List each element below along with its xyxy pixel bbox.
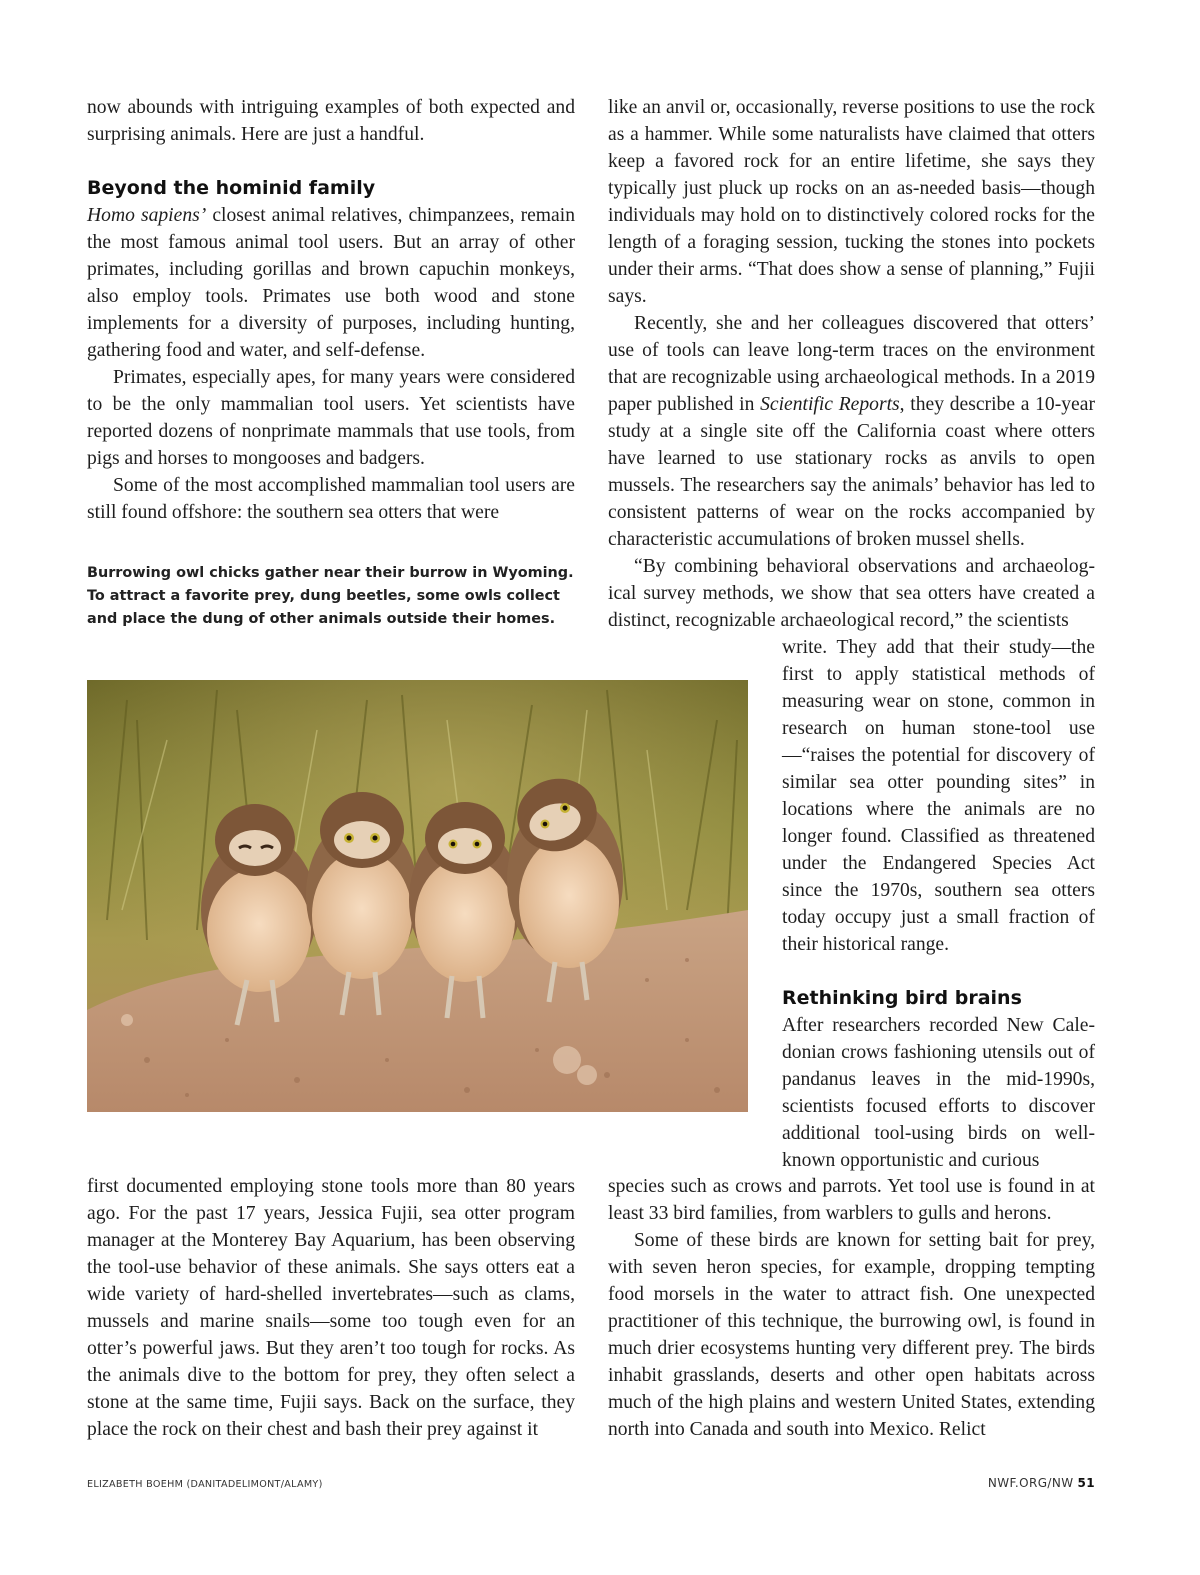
right-column-bottom: [608, 1173, 1095, 1443]
left-column-top: [87, 94, 575, 526]
body-paragraph: first documented employing stone tools more than 80 years ago. For the past 17 years, Jessica Fujii, sea otter program manager at the Monterey Bay Aquarium, has been observing the tool-use behavior of these animals. She says otters eat a wide variety of hard-shelled invertebrates—such as clams, mussels and marine snails—some too tough even for an otter’s powerful jaws. But they aren’t too tough for rocks. As the animals dive to the bottom for prey, they often select a stone at the same time, Fujii says. Back on the surface, they place the rock on their chest and bash their prey against it: [87, 1176, 575, 1440]
right-column-top: [608, 94, 1095, 634]
page-number: 51: [1077, 1476, 1095, 1490]
italic-text: Scientific Reports: [760, 394, 900, 415]
body-text: , they describe a 10-year study at a single site off the California coast where otters have learned to use stationary rocks as anvils to open mussels. The researchers say the animals’ behavior has led to consistent patterns of wear on the rocks accompanied by characteristic accumulations of broken mussel shells.: [608, 394, 1095, 550]
body-paragraph: Primates, especially apes, for many years were considered to be the only mammalian tool users. Yet scientists have reported dozens of nonprimate mammals that use tools, from pigs and horses to mongooses and badgers.: [87, 367, 575, 469]
photo-caption: Burrowing owl chicks gather near their burrow in Wyoming. To attract a favorite prey, dung beetles, some owls collect and place the dung of other animals outside their homes.: [87, 565, 574, 627]
body-paragraph: species such as crows and parrots. Yet tool use is found in at least 33 bird families, from warblers to gulls and herons.: [608, 1176, 1095, 1224]
right-column-narrow: [782, 634, 1095, 1174]
italic-text: Homo sapiens’: [87, 205, 207, 226]
body-paragraph: After researchers recorded New Caledonian crows fashioning utensils out of pandanus leaves in the mid-1990s, scientists focused efforts to discover additional tool-using birds on well-known opportunistic and curious: [782, 1015, 1095, 1171]
body-paragraph: “By combining behavioral observations and archaeological survey methods, we show that sea otters have created a distinct, recognizable archaeological record,” the scientists: [608, 556, 1095, 631]
section-heading: Beyond the hominid family: [87, 177, 376, 199]
body-paragraph: write. They add that their study—the first to apply statistical methods of measuring wear on stone, common in research on human stone-tool use—“raises the potential for discovery of similar sea otter pounding sites” in locations where the animals are no longer found. Classified as threatened under the Endangered Species Act since the 1970s, southern sea otters today occupy just a small fraction of their historical range.: [782, 637, 1095, 955]
body-paragraph: [608, 310, 1095, 553]
body-paragraph: Some of these birds are known for setting bait for prey, with seven heron species, for example, dropping tempting food morsels in the water to attract fish. One unexpected practitioner of this technique, the burrowing owl, is found in much drier ecosystems hunting very different prey. The birds inhabit grasslands, deserts and other open habitats across much of the high plains and western United States, extending north into Canada and south into Mexico. Relict: [608, 1230, 1095, 1440]
body-paragraph: [87, 202, 575, 364]
section-heading: Rethinking bird brains: [782, 987, 1022, 1009]
burrowing-owl-photo: [87, 680, 748, 1112]
body-text: closest animal relatives, chimpanzees, remain the most famous animal tool users. But an array of other primates, including gorillas and brown capuchin monkeys, also employ tools. Primates use both wood and stone implements for a diversity of purposes, including hunting, gathering food and water, and self-defense.: [87, 205, 575, 361]
body-paragraph: now abounds with intriguing examples of both expected and surprising animals. Here are just a handful.: [87, 97, 575, 145]
site-url: NWF.ORG/NW: [987, 1476, 1074, 1490]
photo-credit: ELIZABETH BOEHM (DANITADELIMONT/ALAMY): [87, 1479, 323, 1490]
body-paragraph: like an anvil or, occasionally, reverse positions to use the rock as a hammer. While some naturalists have claimed that otters keep a favored rock for an entire lifetime, she says they typically just pluck up rocks on an as-needed basis—though individuals may hold on to distinctively colored rocks for the length of a foraging session, tucking the stones into pockets under their arms. “That does show a sense of planning,” Fujii says.: [608, 97, 1095, 307]
body-text: Recently, she and her colleagues discovered that otters’ use of tools can leave long-term traces on the environment that are recognizable using archaeological methods. In a 2019 paper published in: [608, 313, 1095, 415]
left-column-bottom: [87, 1173, 575, 1443]
page-footer: [905, 1476, 1095, 1490]
body-paragraph: Some of the most accomplished mammalian tool users are still found offshore: the southern sea otters that were: [87, 475, 575, 523]
